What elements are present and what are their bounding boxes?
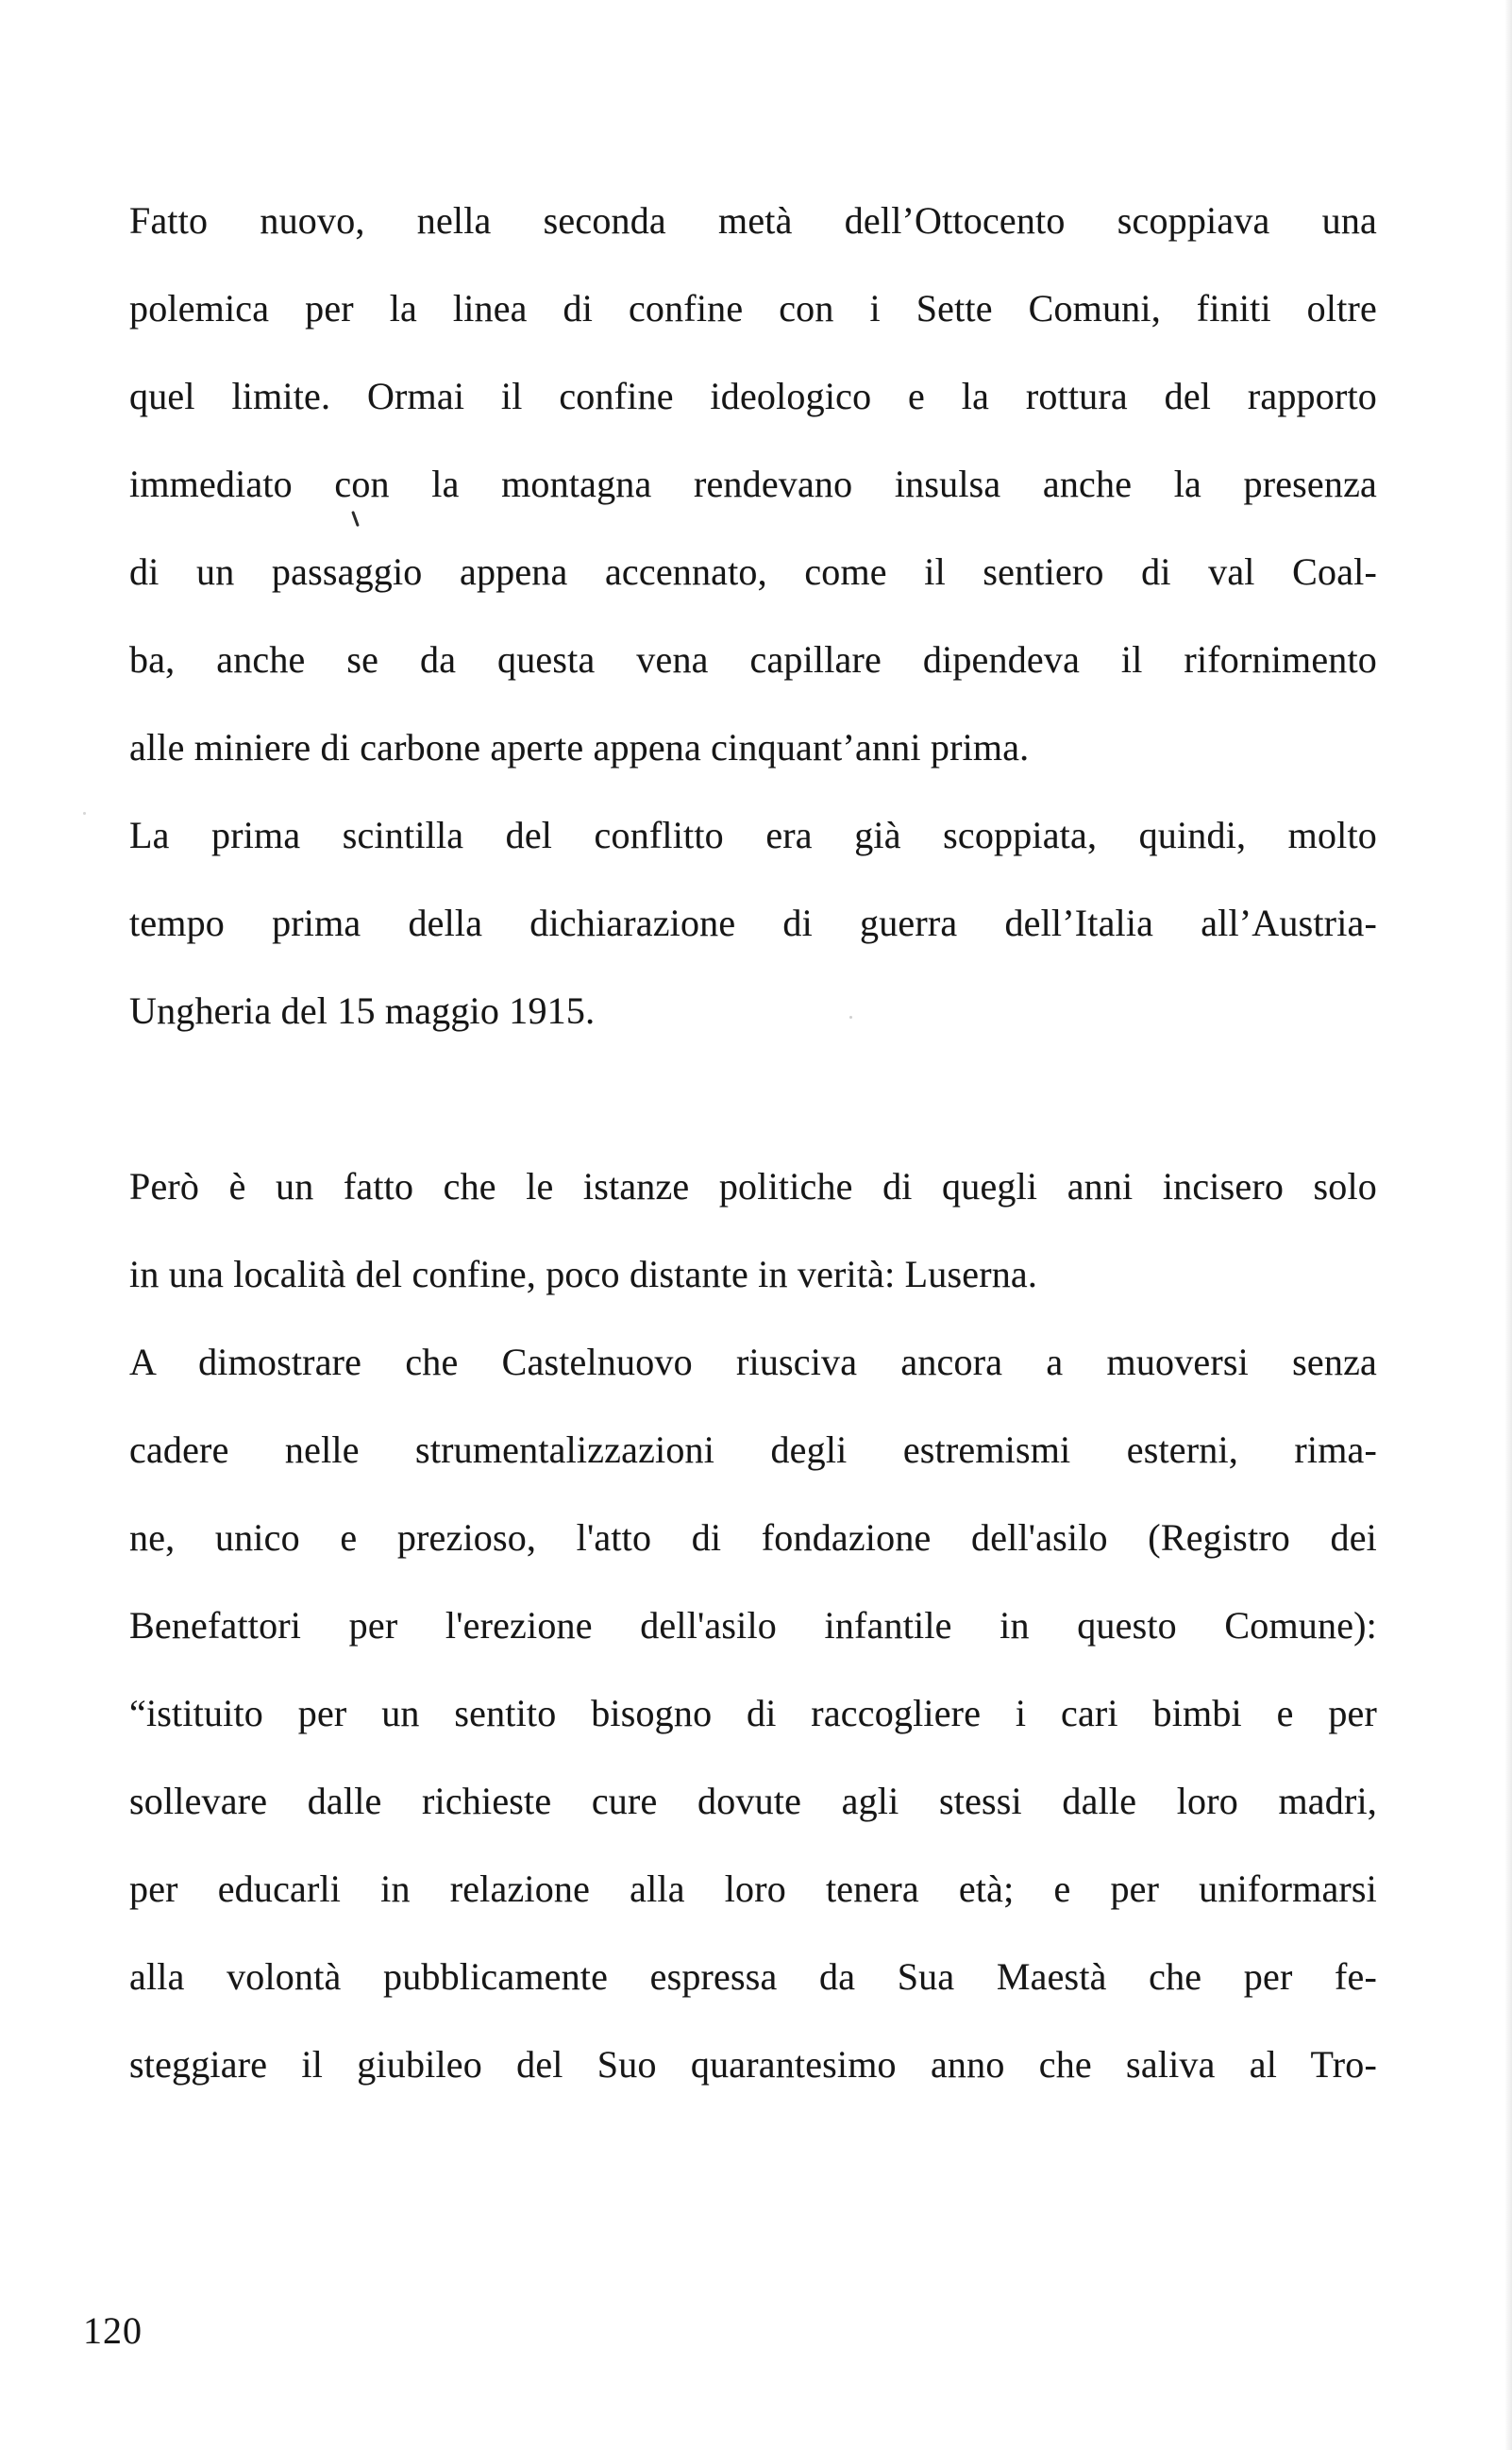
text-line-11: Però è un fatto che le istanze politiche di quegli anni incisero solo: [129, 1165, 1377, 1208]
text-line-7: alle miniere di carbone aperte appena cinquant’anni prima.: [129, 726, 1030, 769]
text-line-14: cadere nelle strumentalizzazioni degli estremismi esterni, rima-: [129, 1428, 1377, 1471]
scan-speck: [849, 1016, 852, 1019]
page-number: 120: [83, 2309, 143, 2352]
text-line-13: A dimostrare che Castelnuovo riusciva ancora a muoversi senza: [129, 1341, 1377, 1383]
body-text: [129, 177, 1377, 2108]
text-line-5: di un passaggio appena accennato, come il sentiero di val Coal-: [129, 550, 1377, 593]
text-line-9: tempo prima della dichiarazione di guerra dell’Italia all’Austria-: [129, 902, 1377, 944]
text-line-8: La prima scintilla del conflitto era già scoppiata, quindi, molto: [129, 814, 1377, 856]
text-line-2: polemica per la linea di confine con i Sette Comuni, finiti oltre: [129, 287, 1377, 329]
scan-speck: [83, 812, 86, 815]
scan-edge-shadow: [1504, 0, 1512, 2450]
text-line-20: alla volontà pubblicamente espressa da Sua Maestà che per fe-: [129, 1955, 1377, 1998]
text-line-3: quel limite. Ormai il confine ideologico e la rottura del rapporto: [129, 375, 1377, 417]
text-line-18: sollevare dalle richieste cure dovute agli stessi dalle loro madri,: [129, 1780, 1377, 1822]
text-line-16: Benefattori per l'erezione dell'asilo infantile in questo Comune):: [129, 1604, 1377, 1647]
text-line-15: ne, unico e prezioso, l'atto di fondazione dell'asilo (Registro dei: [129, 1516, 1377, 1559]
text-line-12: in una località del confine, poco distante in verità: Luserna.: [129, 1253, 1038, 1295]
text-line-17: “istituito per un sentito bisogno di raccogliere i cari bimbi e per: [129, 1692, 1377, 1734]
text-line-6: ba, anche se da questa vena capillare dipendeva il rifornimento: [129, 638, 1377, 681]
text-line-10: Ungheria del 15 maggio 1915.: [129, 989, 596, 1032]
text-line-21: steggiare il giubileo del Suo quarantesimo anno che saliva al Tro-: [129, 2043, 1377, 2086]
text-line-1: Fatto nuovo, nella seconda metà dell’Ottocento scoppiava una: [129, 199, 1377, 242]
text-line-19: per educarli in relazione alla loro tenera età; e per uniformarsi: [129, 1867, 1377, 1910]
text-line-4: immediato con la montagna rendevano insulsa anche la presenza: [129, 463, 1377, 505]
paragraph-gap: [129, 1055, 1377, 1142]
